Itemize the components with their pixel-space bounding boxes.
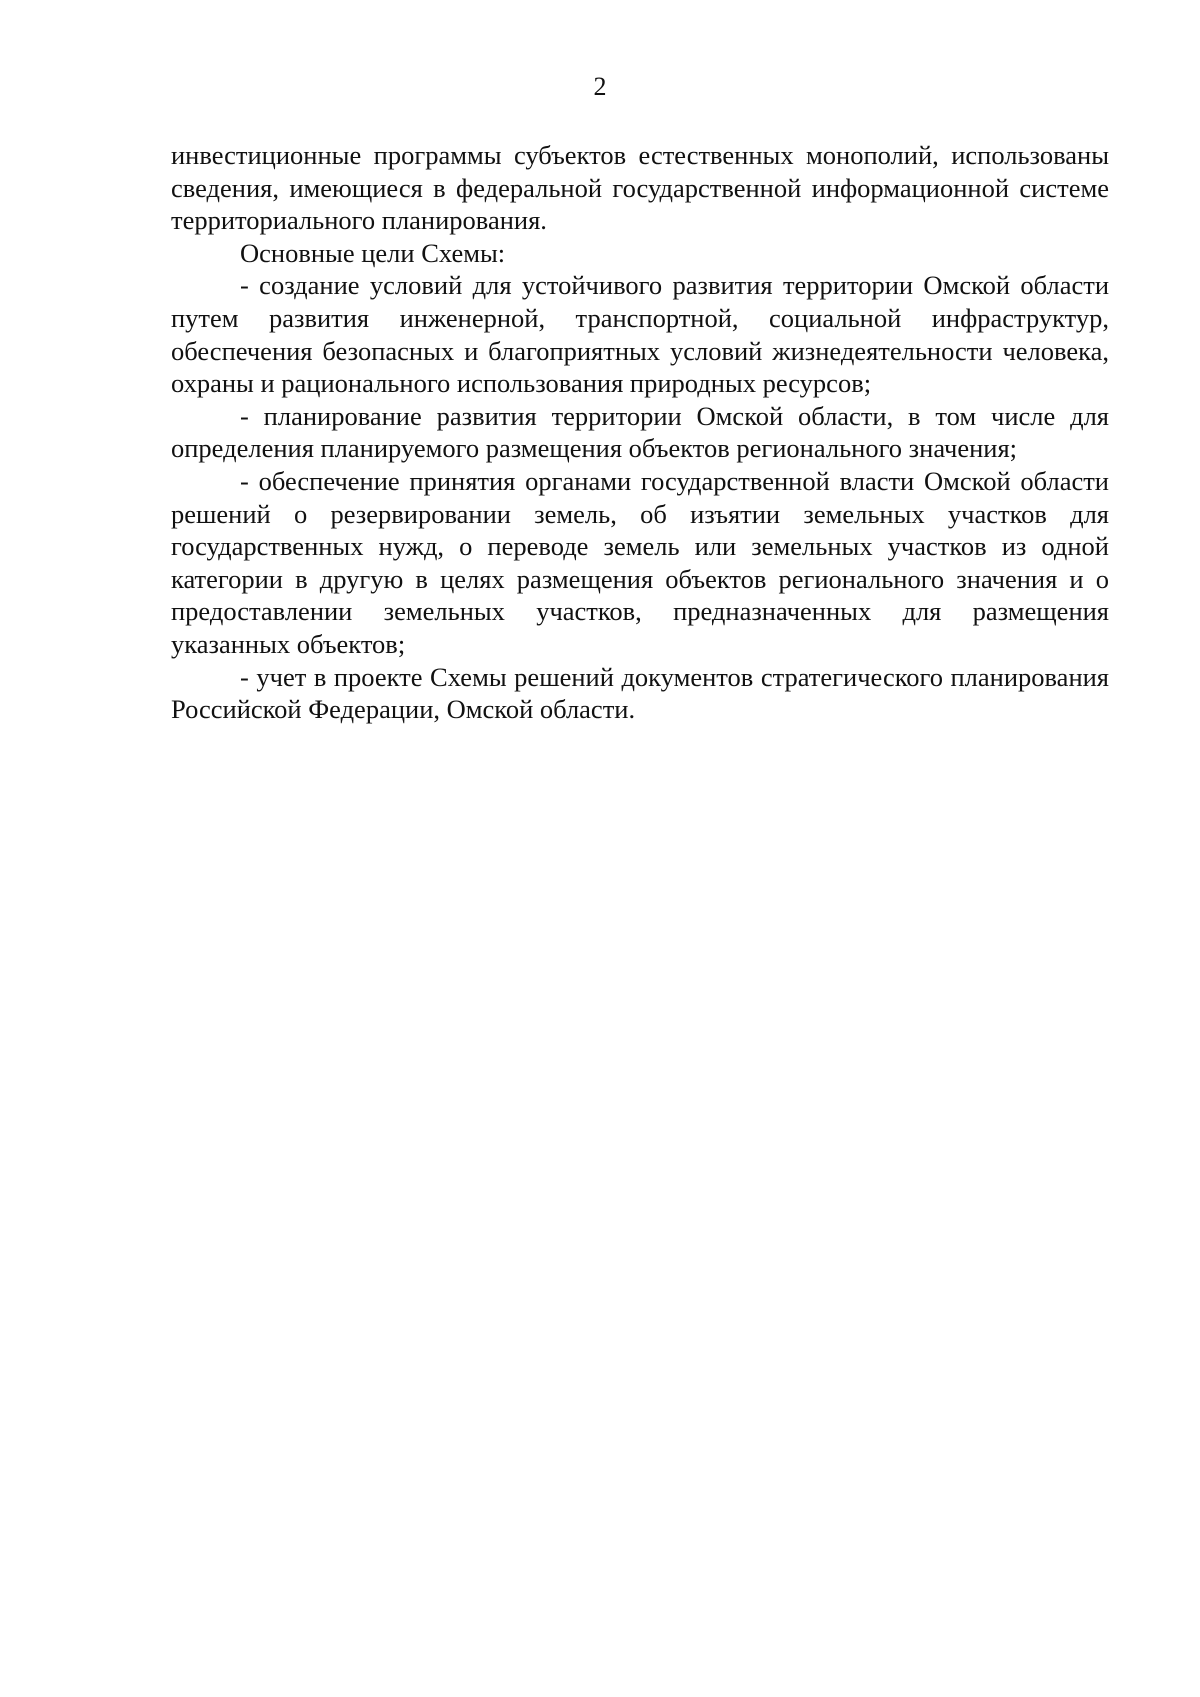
paragraph-continuation: инвестиционные программы субъектов естественных монополий, использованы сведения, имеющиеся в федеральной государственной информационной системе территориального планирования. bbox=[171, 140, 1109, 236]
paragraph-goals-heading: Основные цели Схемы: bbox=[240, 237, 506, 268]
paragraph-goal-sustainable-development: - создание условий для устойчивого развития территории Омской области путем развития инженерной, транспортной, социальной инфраструктур, обеспечения безопасных и благоприятных условий жизнедеятельности человека, охраны и рационального использования природных ресурсов; bbox=[171, 270, 1109, 399]
paragraph-goal-strategic-documents: - учет в проекте Схемы решений документов стратегического планирования Российской Федерации, Омской области. bbox=[171, 661, 1109, 725]
page-number: 2 bbox=[593, 72, 607, 101]
paragraph-goal-land-decisions: - обеспечение принятия органами государственной власти Омской области решений о резервировании земель, об изъятии земельных участков для государственных нужд, о переводе земель или земельных участков из одной категории в другую в целях размещения объектов регионального значения и о предоставлении земельных участков, предназначенных для размещения указанных объектов; bbox=[171, 465, 1109, 659]
paragraph-goal-territory-planning: - планирование развития территории Омской области, в том числе для определения планируемого размещения объектов регионального значения; bbox=[171, 400, 1109, 464]
document-body bbox=[171, 139, 1109, 726]
